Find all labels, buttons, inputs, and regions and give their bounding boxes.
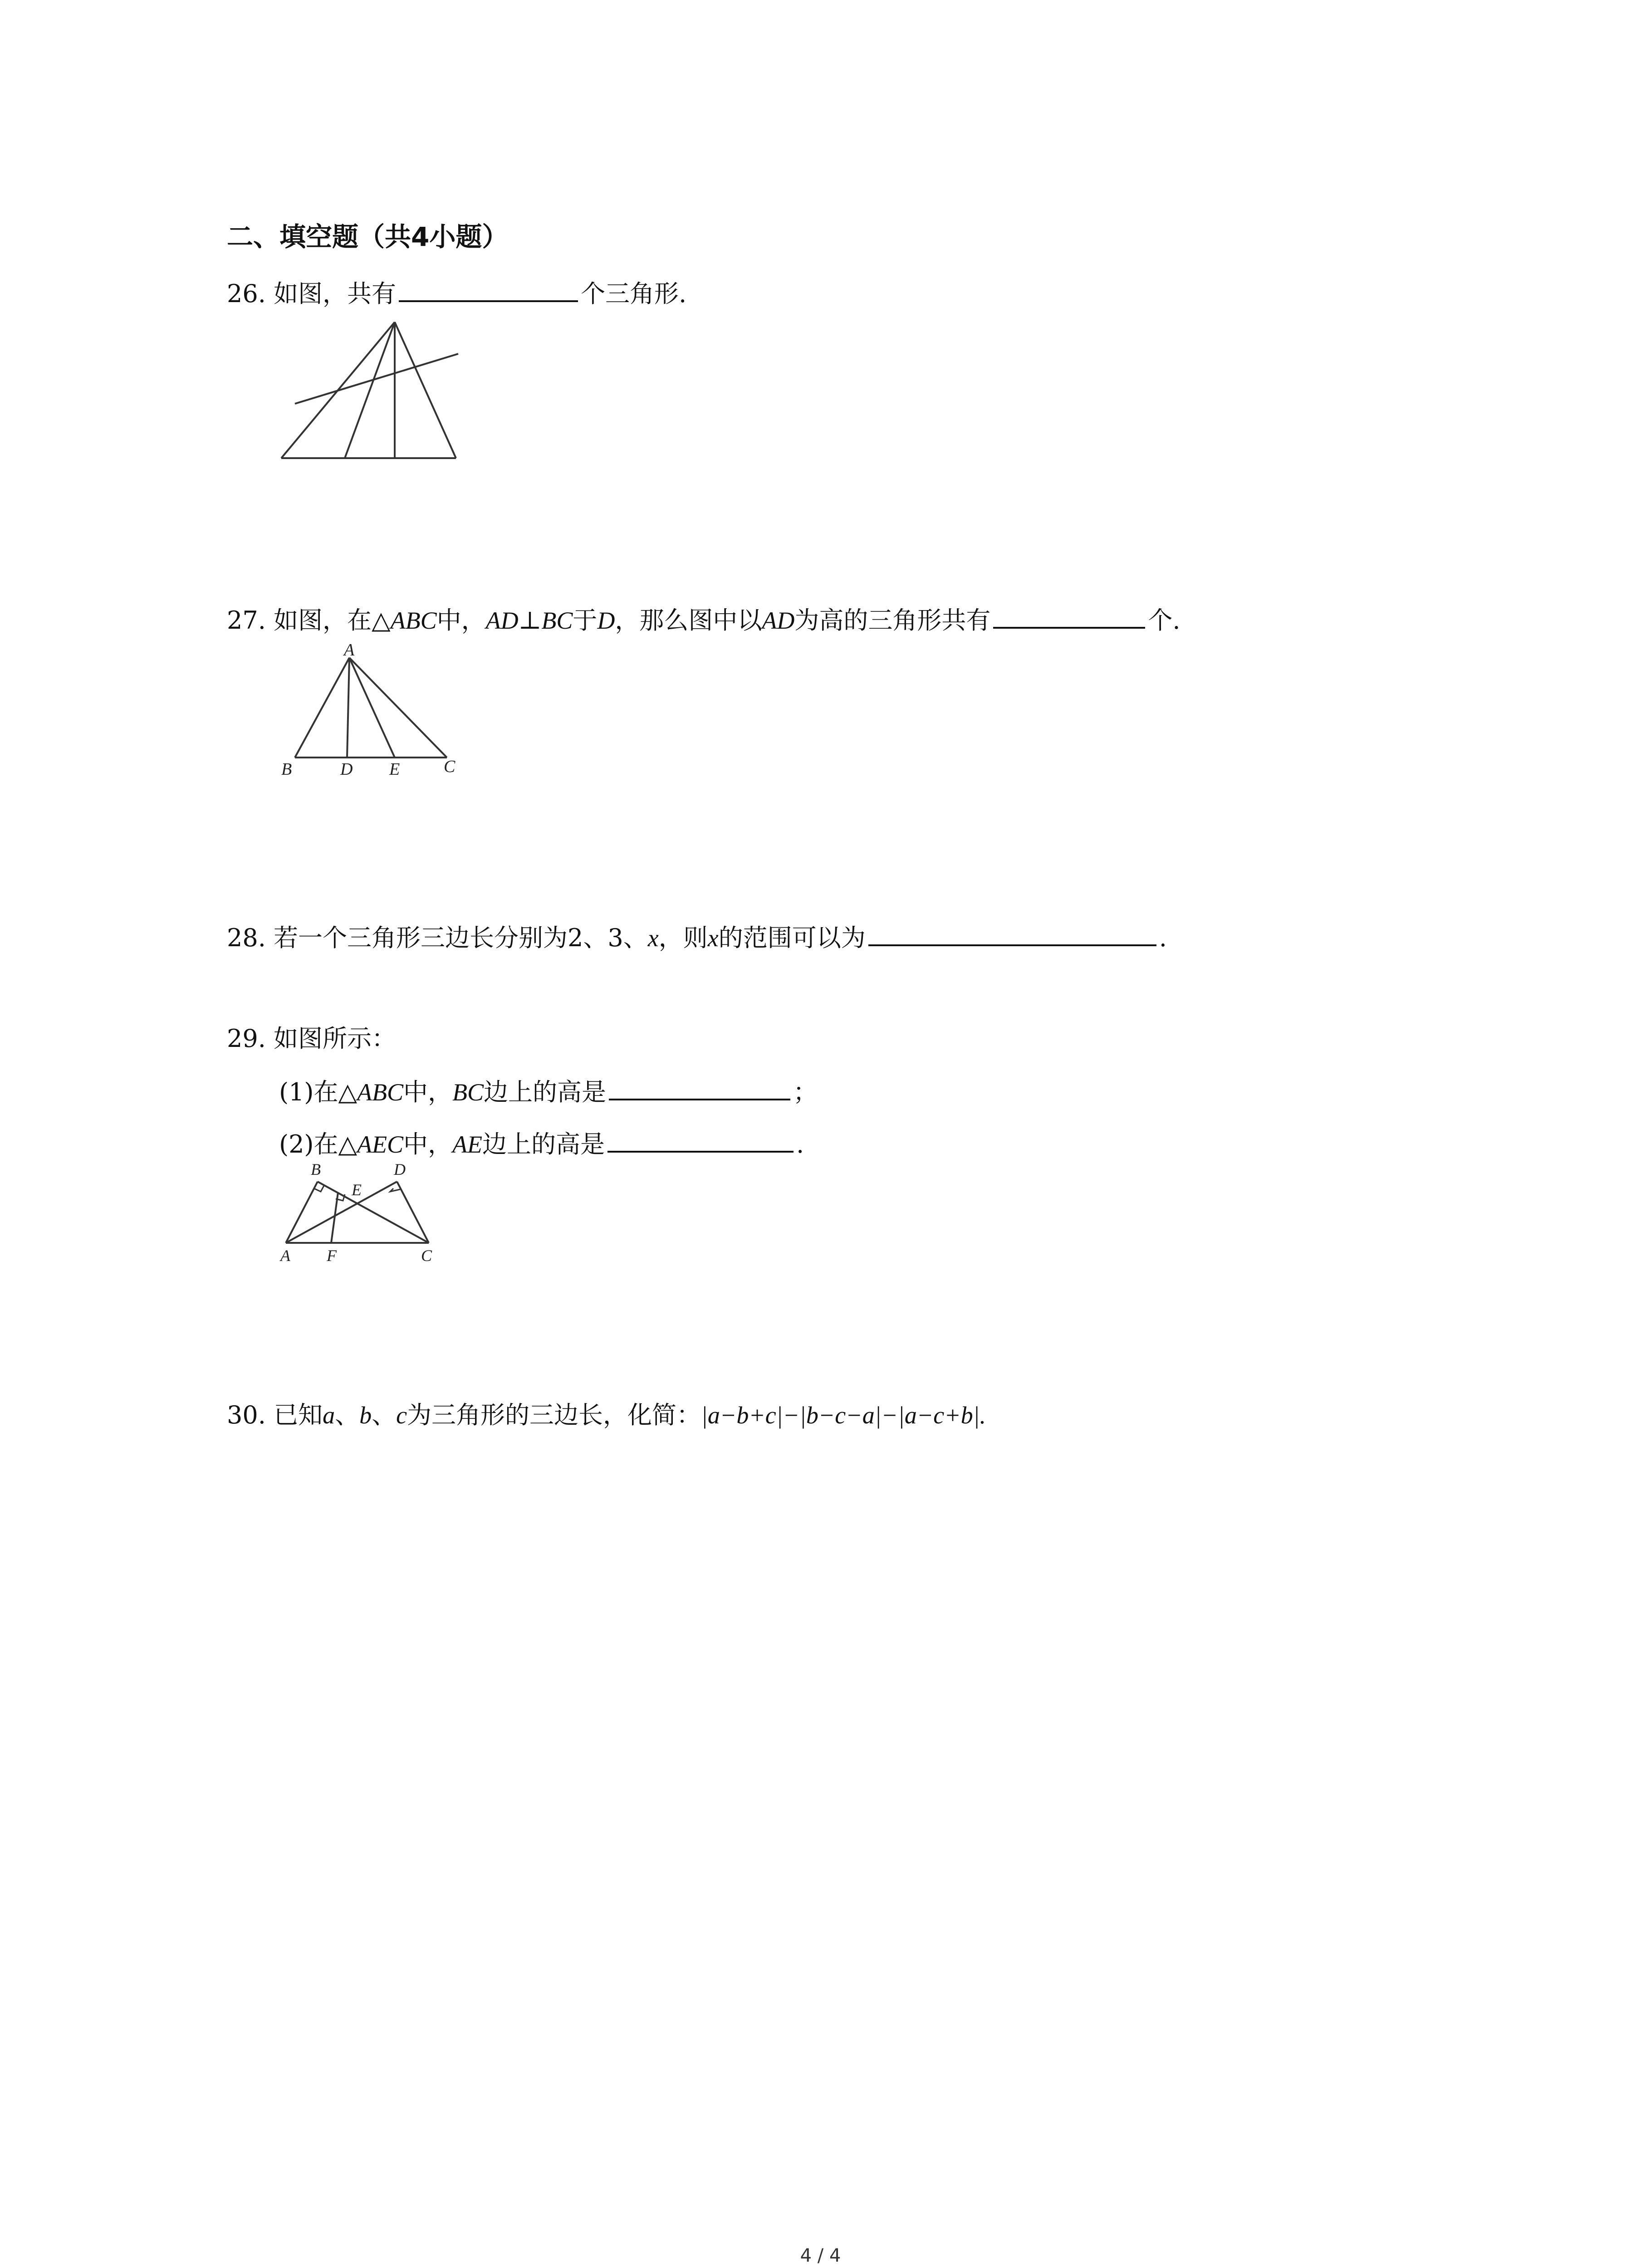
q29-intro: 如图所示： [274,1024,397,1053]
q28-text: 的范围可以为 [718,924,866,952]
math-bc: BC [452,1079,484,1106]
q29-text: (1)在△ [279,1078,358,1106]
q27-text: 如图，在 [274,606,372,635]
math-d: D [597,607,615,634]
question-28 [227,921,1167,954]
q30-text: 已知 [274,1401,323,1429]
label-e: E [389,760,400,779]
question-text-suffix: 个. [1148,606,1181,635]
answer-blank[interactable] [609,1075,790,1100]
math-ad: AD [485,607,519,634]
q29-text: 中， [403,1078,453,1106]
q27-text: 于 [573,606,598,635]
question-text-suffix: . [1159,924,1167,952]
math-ad: AD [762,607,795,634]
label-b: B [281,760,292,779]
q29-text: (2)在△ [279,1130,358,1158]
answer-blank[interactable] [607,1127,794,1153]
label-d: D [394,1160,406,1178]
page-number: 4 / 4 [800,2245,841,2266]
q30-text: 、 [372,1401,397,1429]
question-29-part-2 [279,1127,804,1160]
label-b: B [311,1160,321,1178]
q29-text: 边上的高是 [482,1130,605,1158]
label-a: A [344,640,355,660]
perp-symbol: ⊥ [518,606,542,635]
q28-text: 若一个三角形三边长分别为2、3、 [274,924,648,952]
question-text-suffix: 个三角形. [581,279,687,308]
question-number: 30. [227,1401,266,1429]
question-number: 28. [227,924,266,952]
label-d: D [340,760,353,779]
question-29 [227,1023,396,1055]
q30-text: 、 [335,1401,360,1429]
math-a: a [323,1402,335,1429]
q30-text: 为三角形的三边长，化简： [407,1401,701,1429]
section-title: 二、填空题（共4小题） [227,221,509,252]
label-a: A [280,1246,290,1265]
q27-text: 为高的三角形共有 [794,606,991,635]
q27-figure [272,642,472,778]
question-number: 29. [227,1024,266,1053]
question-text-suffix: . [796,1130,804,1158]
label-c: C [444,757,456,776]
label-c: C [421,1246,432,1265]
q27-text: ，那么图中以 [615,606,762,635]
q29-figure [277,1159,458,1268]
question-29-part-1 [279,1075,818,1108]
math-b: b [359,1402,372,1429]
answer-blank[interactable] [868,921,1156,946]
q29-text: 边上的高是 [484,1078,607,1106]
question-text-suffix: ； [793,1078,818,1106]
question-30 [227,1399,986,1431]
q30-expression: |a−b+c|−|b−c−a|−|a−c+b|. [701,1402,986,1429]
q29-text: 中， [403,1130,453,1158]
math-bc: BC [541,607,573,634]
q27-triangle-lines [295,658,447,758]
label-e: E [352,1181,362,1199]
math-ae: AE [452,1131,483,1158]
math-aec: AEC [357,1131,404,1158]
math-x: x [707,924,719,952]
math-x: x [647,924,659,952]
math-abc: ABC [357,1079,404,1106]
question-26 [227,277,686,310]
q26-figure [272,313,463,467]
math-abc: ABC [390,607,437,634]
question-number: 26. [227,279,266,308]
q28-text: ，则 [658,924,708,952]
question-text: 如图，共有 [274,279,397,308]
triangle-symbol: △ [372,606,391,635]
answer-blank[interactable] [993,603,1145,629]
math-c: c [396,1402,407,1429]
q27-text: 中， [436,606,486,635]
label-f: F [327,1246,337,1265]
question-number: 27. [227,606,266,635]
answer-blank[interactable] [399,277,578,302]
question-27 [227,603,1181,636]
q26-triangle-lines [281,322,458,458]
